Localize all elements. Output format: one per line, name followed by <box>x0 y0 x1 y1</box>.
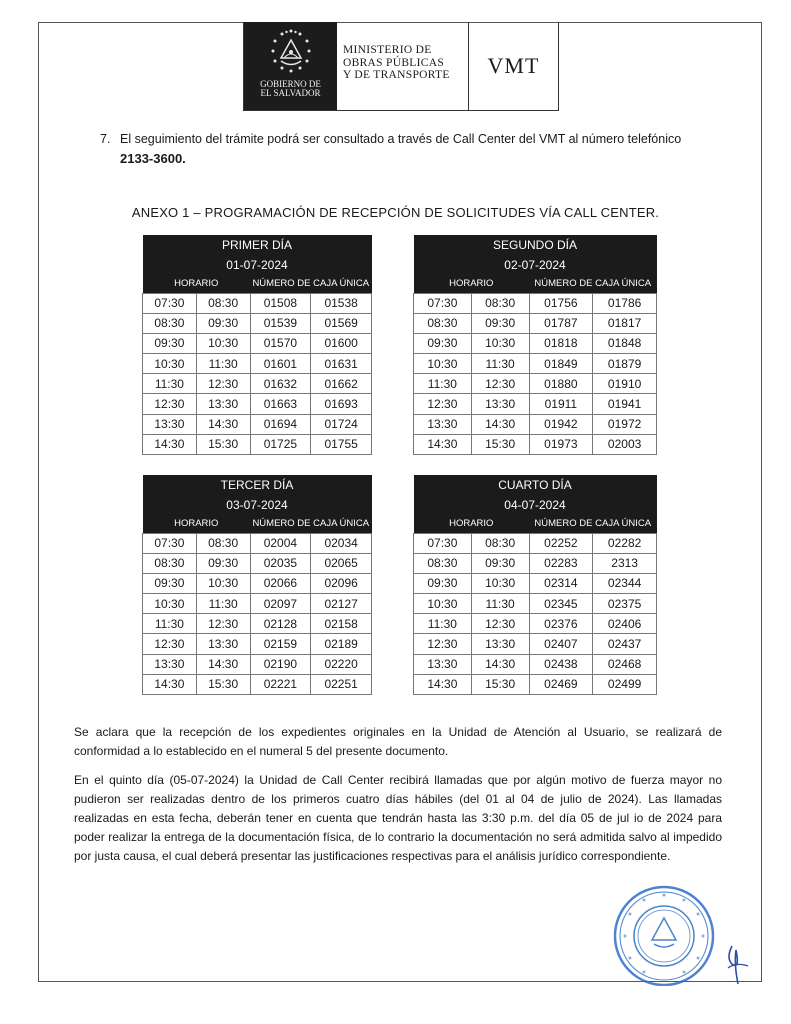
table-cell: 09:30 <box>143 573 197 593</box>
table-cell: 11:30 <box>196 354 250 374</box>
table-cell: 11:30 <box>143 614 197 634</box>
handwritten-signature <box>722 942 752 986</box>
table-cell: 12:30 <box>143 634 197 654</box>
seal-icon <box>602 882 724 986</box>
table-cell: 02282 <box>593 533 657 553</box>
day-name: TERCER DÍA <box>143 475 372 495</box>
table-cell: 08:30 <box>471 293 529 313</box>
table-cell: 2313 <box>593 553 657 573</box>
table-cell: 02314 <box>529 573 593 593</box>
table-cell: 10:30 <box>196 573 250 593</box>
table-cell: 07:30 <box>414 293 472 313</box>
table-cell: 01755 <box>311 434 372 454</box>
table-cell: 10:30 <box>414 594 472 614</box>
horario-header: HORARIO <box>143 515 251 533</box>
schedule-table-day-2 <box>413 235 657 455</box>
table-row <box>414 414 657 434</box>
table-cell: 01786 <box>593 293 657 313</box>
day-date: 02-07-2024 <box>414 255 657 275</box>
table-row <box>143 654 372 674</box>
table-cell: 13:30 <box>196 634 250 654</box>
table-cell: 12:30 <box>471 614 529 634</box>
table-cell: 01849 <box>529 354 593 374</box>
table-row <box>414 594 657 614</box>
table-cell: 13:30 <box>196 394 250 414</box>
clarification-paragraph: Se aclara que la recepción de los expedientes originales en la Unidad de Atención al Usuario, se realizará de conformidad a lo establecido en el numeral 5 del presente documento. <box>74 725 722 758</box>
table-cell: 02034 <box>311 533 372 553</box>
table-cell: 08:30 <box>196 293 250 313</box>
horario-header: HORARIO <box>414 275 530 293</box>
table-cell: 01538 <box>311 293 372 313</box>
table-cell: 14:30 <box>143 674 197 694</box>
table-cell: 11:30 <box>471 594 529 614</box>
table-cell: 02065 <box>311 553 372 573</box>
table-cell: 02158 <box>311 614 372 634</box>
ministry-name <box>337 22 469 110</box>
schedule-table-day-4 <box>413 475 657 695</box>
table-row <box>143 414 372 434</box>
table-cell: 09:30 <box>471 553 529 573</box>
table-cell: 12:30 <box>414 394 472 414</box>
caja-header: NÚMERO DE CAJA ÚNICA <box>250 275 371 293</box>
table-cell: 01724 <box>311 414 372 434</box>
table-cell: 02127 <box>311 594 372 614</box>
table-cell: 14:30 <box>471 414 529 434</box>
table-cell: 12:30 <box>143 394 197 414</box>
fifth-day-paragraph: En el quinto día (05-07-2024) la Unidad de Call Center recibirá llamadas que por algún motivo de fuerza mayor no pudieron ser realizadas dentro de los primeros cuatro días hábiles (del 01 al 04 de julio de 2024). Las llamadas realizadas en esta fecha, deberán tener en cuenta que tendrán hasta las 3:30 p.m. del día 05 de jul io de 2024 para poder realizar la entrega de la documentación física, de lo contrario la documentación no será admitida salvo al impedido por justa causa, el cual deberá presentar las justificaciones respectivas para el análisis jurídico correspondiente. <box>74 773 722 863</box>
table-cell: 02003 <box>593 434 657 454</box>
table-cell: 01600 <box>311 333 372 353</box>
phone-number: 2133-3600. <box>120 151 186 166</box>
table-cell: 02096 <box>311 573 372 593</box>
table-cell: 01662 <box>311 374 372 394</box>
official-seal-stamp <box>602 882 724 986</box>
table-row <box>414 674 657 694</box>
caja-header: NÚMERO DE CAJA ÚNICA <box>529 275 657 293</box>
table-cell: 07:30 <box>414 533 472 553</box>
table-cell: 02221 <box>250 674 311 694</box>
table-cell: 01911 <box>529 394 593 414</box>
table-cell: 14:30 <box>143 434 197 454</box>
logo-line-2: EL SALVADOR <box>260 88 321 98</box>
day-name: CUARTO DÍA <box>414 475 657 495</box>
table-cell: 02251 <box>311 674 372 694</box>
table-row <box>414 434 657 454</box>
table-cell: 01539 <box>250 313 311 333</box>
table-cell: 02004 <box>250 533 311 553</box>
ministry-line-3: Y DE TRANSPORTE <box>343 69 450 81</box>
table-row <box>143 293 372 313</box>
table-cell: 11:30 <box>414 614 472 634</box>
table-cell: 11:30 <box>414 374 472 394</box>
table-cell: 08:30 <box>196 533 250 553</box>
table-cell: 01632 <box>250 374 311 394</box>
table-cell: 15:30 <box>196 674 250 694</box>
table-cell: 12:30 <box>196 374 250 394</box>
table-row <box>414 614 657 634</box>
table-row <box>143 434 372 454</box>
table-cell: 08:30 <box>414 313 472 333</box>
table-row <box>143 573 372 593</box>
table-row <box>414 333 657 353</box>
table-row <box>143 614 372 634</box>
annex-title: ANEXO 1 – PROGRAMACIÓN DE RECEPCIÓN DE SOLICITUDES VÍA CALL CENTER. <box>131 205 660 220</box>
table-cell: 02437 <box>593 634 657 654</box>
table-cell: 13:30 <box>143 414 197 434</box>
table-cell: 01879 <box>593 354 657 374</box>
table-cell: 01508 <box>250 293 311 313</box>
list-item-7 <box>100 130 730 168</box>
table-cell: 09:30 <box>196 313 250 333</box>
table-cell: 14:30 <box>414 434 472 454</box>
table-cell: 12:30 <box>414 634 472 654</box>
table-cell: 14:30 <box>196 414 250 434</box>
schedule-table-day-3 <box>142 475 372 695</box>
table-cell: 09:30 <box>414 573 472 593</box>
table-cell: 02375 <box>593 594 657 614</box>
horario-header: HORARIO <box>143 275 251 293</box>
table-cell: 02066 <box>250 573 311 593</box>
table-cell: 07:30 <box>143 533 197 553</box>
table-cell: 01880 <box>529 374 593 394</box>
table-row <box>414 634 657 654</box>
table-cell: 09:30 <box>414 333 472 353</box>
table-cell: 08:30 <box>143 313 197 333</box>
table-row <box>414 654 657 674</box>
table-row <box>143 374 372 394</box>
table-row <box>143 394 372 414</box>
table-cell: 09:30 <box>143 333 197 353</box>
table-cell: 01848 <box>593 333 657 353</box>
caja-header: NÚMERO DE CAJA ÚNICA <box>250 515 371 533</box>
horario-header: HORARIO <box>414 515 530 533</box>
table-cell: 01601 <box>250 354 311 374</box>
table-cell: 01693 <box>311 394 372 414</box>
table-cell: 13:30 <box>414 414 472 434</box>
table-row <box>143 354 372 374</box>
table-cell: 01942 <box>529 414 593 434</box>
table-cell: 02376 <box>529 614 593 634</box>
table-row <box>414 374 657 394</box>
ministry-line-1: MINISTERIO DE <box>343 44 432 56</box>
table-cell: 02283 <box>529 553 593 573</box>
table-cell: 01663 <box>250 394 311 414</box>
table-row <box>143 533 372 553</box>
table-cell: 08:30 <box>471 533 529 553</box>
table-cell: 10:30 <box>471 573 529 593</box>
table-cell: 01569 <box>311 313 372 333</box>
table-cell: 15:30 <box>471 434 529 454</box>
list-item-text: El seguimiento del trámite podrá ser consultado a través de Call Center del VMT al número telefónico <box>120 132 682 146</box>
day-date: 03-07-2024 <box>143 495 372 515</box>
table-cell: 01725 <box>250 434 311 454</box>
logo-line-1: GOBIERNO DE <box>260 79 321 89</box>
table-cell: 02438 <box>529 654 593 674</box>
table-cell: 14:30 <box>471 654 529 674</box>
table-cell: 09:30 <box>196 553 250 573</box>
table-cell: 01910 <box>593 374 657 394</box>
table-cell: 01570 <box>250 333 311 353</box>
letterhead <box>243 22 559 111</box>
table-cell: 11:30 <box>143 374 197 394</box>
table-cell: 01787 <box>529 313 593 333</box>
table-cell: 13:30 <box>143 654 197 674</box>
list-number: 7. <box>100 132 111 146</box>
table-cell: 10:30 <box>196 333 250 353</box>
table-cell: 13:30 <box>471 394 529 414</box>
table-cell: 02344 <box>593 573 657 593</box>
table-cell: 11:30 <box>196 594 250 614</box>
table-cell: 02159 <box>250 634 311 654</box>
table-cell: 14:30 <box>196 654 250 674</box>
table-row <box>414 533 657 553</box>
table-row <box>143 553 372 573</box>
schedule-table-day-1 <box>142 235 372 455</box>
table-row <box>414 354 657 374</box>
table-cell: 10:30 <box>471 333 529 353</box>
day-date: 04-07-2024 <box>414 495 657 515</box>
table-cell: 02468 <box>593 654 657 674</box>
table-cell: 15:30 <box>471 674 529 694</box>
table-cell: 02499 <box>593 674 657 694</box>
table-cell: 12:30 <box>196 614 250 634</box>
table-row <box>414 313 657 333</box>
table-row <box>414 293 657 313</box>
table-cell: 11:30 <box>471 354 529 374</box>
table-cell: 01756 <box>529 293 593 313</box>
table-cell: 02189 <box>311 634 372 654</box>
table-cell: 02252 <box>529 533 593 553</box>
table-cell: 01972 <box>593 414 657 434</box>
table-row <box>143 674 372 694</box>
government-logo <box>244 22 337 110</box>
table-row <box>143 333 372 353</box>
table-cell: 08:30 <box>143 553 197 573</box>
table-cell: 02035 <box>250 553 311 573</box>
signature-icon <box>722 942 752 986</box>
table-cell: 13:30 <box>414 654 472 674</box>
table-row <box>143 594 372 614</box>
table-row <box>414 573 657 593</box>
table-cell: 02345 <box>529 594 593 614</box>
table-cell: 02128 <box>250 614 311 634</box>
ministry-line-2: OBRAS PÚBLICAS <box>343 56 445 69</box>
table-cell: 14:30 <box>414 674 472 694</box>
coat-of-arms-icon <box>265 28 317 78</box>
table-cell: 08:30 <box>414 553 472 573</box>
table-cell: 01694 <box>250 414 311 434</box>
table-cell: 01817 <box>593 313 657 333</box>
table-cell: 02406 <box>593 614 657 634</box>
day-name: SEGUNDO DÍA <box>414 235 657 255</box>
vmt-acronym: VMT <box>487 53 540 78</box>
table-cell: 02469 <box>529 674 593 694</box>
table-cell: 01818 <box>529 333 593 353</box>
table-cell: 02097 <box>250 594 311 614</box>
day-date: 01-07-2024 <box>143 255 372 275</box>
table-cell: 02407 <box>529 634 593 654</box>
table-row <box>414 394 657 414</box>
table-cell: 13:30 <box>471 634 529 654</box>
table-cell: 10:30 <box>143 354 197 374</box>
day-name: PRIMER DÍA <box>143 235 372 255</box>
table-cell: 09:30 <box>471 313 529 333</box>
table-cell: 02220 <box>311 654 372 674</box>
table-cell: 10:30 <box>414 354 472 374</box>
table-cell: 12:30 <box>471 374 529 394</box>
table-cell: 07:30 <box>143 293 197 313</box>
table-cell: 10:30 <box>143 594 197 614</box>
table-cell: 01973 <box>529 434 593 454</box>
table-cell: 01631 <box>311 354 372 374</box>
table-cell: 01941 <box>593 394 657 414</box>
caja-header: NÚMERO DE CAJA ÚNICA <box>529 515 657 533</box>
table-row <box>414 553 657 573</box>
table-row <box>143 313 372 333</box>
table-cell: 02190 <box>250 654 311 674</box>
table-row <box>143 634 372 654</box>
table-cell: 15:30 <box>196 434 250 454</box>
